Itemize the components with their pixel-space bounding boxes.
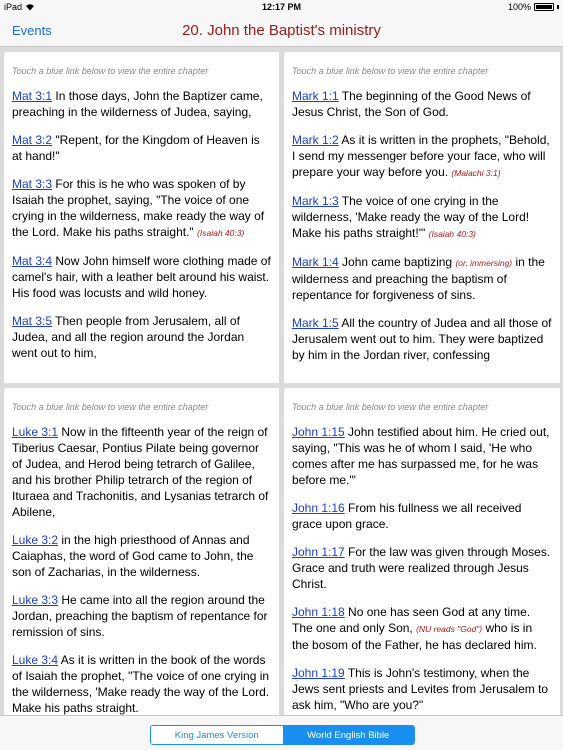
verse-reference-link[interactable]: John 1:16 (292, 501, 345, 515)
verse (292, 604, 552, 653)
verse-reference-link[interactable]: Luke 3:4 (12, 653, 59, 667)
verse-reference-link[interactable]: Mark 1:2 (292, 133, 339, 147)
verse-text-continued: who is in the bosom of the Father, he has declared him. (292, 621, 537, 652)
verse (292, 544, 552, 592)
verse-text: The beginning of the Good News of Jesus Christ, the Son of God. (292, 89, 531, 119)
verse (292, 132, 552, 181)
verse (12, 132, 271, 164)
verse (292, 500, 552, 532)
verse-text: Now John himself wore clothing made of camel's hair, with a leather belt around his waist. His food was locusts and wild honey. (12, 254, 271, 300)
verse-text: As it is written in the prophets, "Behold, I send my messenger before your face, who will prepare your way before you. (292, 133, 550, 179)
verse-text: "Repent, for the Kingdom of Heaven is at hand!" (12, 133, 260, 163)
battery-group (508, 2, 559, 12)
carrier-label: iPad (4, 2, 23, 12)
version-segmented-control (150, 725, 415, 745)
verse-reference-link[interactable]: John 1:19 (292, 666, 345, 680)
world-english-bible-tab[interactable]: World English Bible (283, 726, 415, 744)
footnote: (NU reads "God") (416, 624, 483, 634)
verse-reference-link[interactable]: Mark 1:5 (292, 316, 339, 330)
verse-text: For the law was given through Moses. Grace and truth were realized through Jesus Christ. (292, 545, 551, 591)
page-title: 20. John the Baptist's ministry (182, 22, 381, 39)
verse-text: Then people from Jerusalem, all of Judea, and all the region around the Jordan went out to him, (12, 314, 245, 360)
verse-reference-link[interactable]: Mark 1:3 (292, 194, 339, 208)
verse-reference-link[interactable]: Mat 3:2 (12, 133, 53, 147)
verse-reference-link[interactable]: Mark 1:4 (292, 255, 339, 269)
battery-tip (557, 5, 559, 9)
verse (12, 253, 271, 301)
chapter-hint: Touch a blue link below to view the entire chapter (12, 66, 209, 76)
verse-text: For this is he who was spoken of by Isaiah the prophet, saying, "The voice of one crying in the wilderness, make ready the way of the Lord. Make his paths straight." (12, 177, 265, 239)
verse-reference-link[interactable]: Luke 3:3 (12, 593, 59, 607)
panel-matthew[interactable] (4, 52, 279, 383)
footnote: (Isaiah 40:3) (197, 228, 245, 238)
verse-reference-link[interactable]: John 1:17 (292, 545, 345, 559)
gospel-panels (0, 47, 563, 715)
verse-text: All the country of Judea and all those of Jerusalem went out to him. They were baptized by him in the Jordan river, confessing (292, 316, 552, 362)
verse-reference-link[interactable]: John 1:18 (292, 605, 345, 619)
verse-text: Now in the fifteenth year of the reign of Tiberius Caesar, Pontius Pilate being governor of Judea, and Herod being tetrarch of Galilee, and his brother Philip tetrarch of the region of Ituraea and Trachonitis, and Lysanias tetrarch of Abilene, (12, 425, 269, 519)
verse-reference-link[interactable]: Mat 3:3 (12, 177, 53, 191)
verse (12, 424, 271, 520)
panel-mark[interactable] (284, 52, 560, 383)
verse-reference-link[interactable]: Mat 3:4 (12, 254, 53, 268)
verse-text: From his fullness we all received grace upon grace. (292, 501, 522, 531)
verse (292, 193, 552, 242)
verse-text: As it is written in the book of the words of Isaiah the prophet, "The voice of one crying in the wilderness, 'Make ready the way of the Lord. Make his paths straight. (12, 653, 270, 715)
verse-text: in the high priesthood of Annas and Caiaphas, the word of God came to John, the son of Zacharias, in the wilderness. (12, 533, 254, 579)
events-back-button[interactable]: Events (12, 23, 52, 38)
verse-text: In those days, John the Baptizer came, preaching in the wilderness of Judea, saying, (12, 89, 263, 119)
verse-text: He came into all the region around the Jordan, preaching the baptism of repentance for remission of sins. (12, 593, 268, 639)
verse (12, 88, 271, 120)
verse (292, 424, 552, 488)
footnote: (Malachi 3:1) (451, 168, 501, 178)
verse-text: John testified about him. He cried out, saying, "This was he of whom I said, 'He who comes after me has surpassed me, for he was before me.'" (292, 425, 550, 487)
verse (292, 315, 552, 363)
verse-text: John came baptizing (338, 255, 456, 269)
verse (12, 652, 271, 715)
panel-john[interactable] (284, 388, 560, 715)
verse-reference-link[interactable]: Mark 1:1 (292, 89, 339, 103)
verse (12, 176, 271, 241)
verse-text: The voice of one crying in the wilderness, 'Make ready the way of the Lord! Make his paths straight!'" (292, 194, 530, 240)
verse (12, 532, 271, 580)
chapter-hint: Touch a blue link below to view the entire chapter (12, 402, 209, 412)
verse-reference-link[interactable]: Luke 3:1 (12, 425, 59, 439)
verse-reference-link[interactable]: Mat 3:5 (12, 314, 53, 328)
chapter-hint: Touch a blue link below to view the entire chapter (292, 66, 489, 76)
verse (292, 665, 552, 713)
verse-reference-link[interactable]: John 1:15 (292, 425, 345, 439)
verse-text: This is John's testimony, when the Jews sent priests and Levites from Jerusalem to ask him, "Who are you?" (292, 666, 549, 712)
battery-icon (534, 3, 554, 11)
verse (292, 88, 552, 120)
verse-reference-link[interactable]: Mat 3:1 (12, 89, 53, 103)
clock: 12:17 PM (261, 2, 302, 12)
verse-text: No one has seen God at any time. The one and only Son, (292, 605, 531, 635)
verse-reference-link[interactable]: Luke 3:2 (12, 533, 59, 547)
status-bar (0, 0, 563, 15)
verse-text-continued: in the wilderness and preaching the baptism of repentance for forgiveness of sins. (292, 255, 545, 302)
king-james-version-tab[interactable]: King James Version (151, 726, 283, 744)
panel-luke[interactable] (4, 388, 279, 715)
verse (292, 254, 552, 303)
verse (12, 313, 271, 361)
battery-percent: 100% (507, 2, 531, 12)
footnote: (or, immersing) (455, 258, 513, 268)
footnote: (Isaiah 40:3) (428, 229, 476, 239)
chapter-hint: Touch a blue link below to view the entire chapter (292, 402, 489, 412)
bottom-toolbar (0, 715, 563, 750)
navigation-bar (0, 15, 563, 47)
verse (12, 592, 271, 640)
